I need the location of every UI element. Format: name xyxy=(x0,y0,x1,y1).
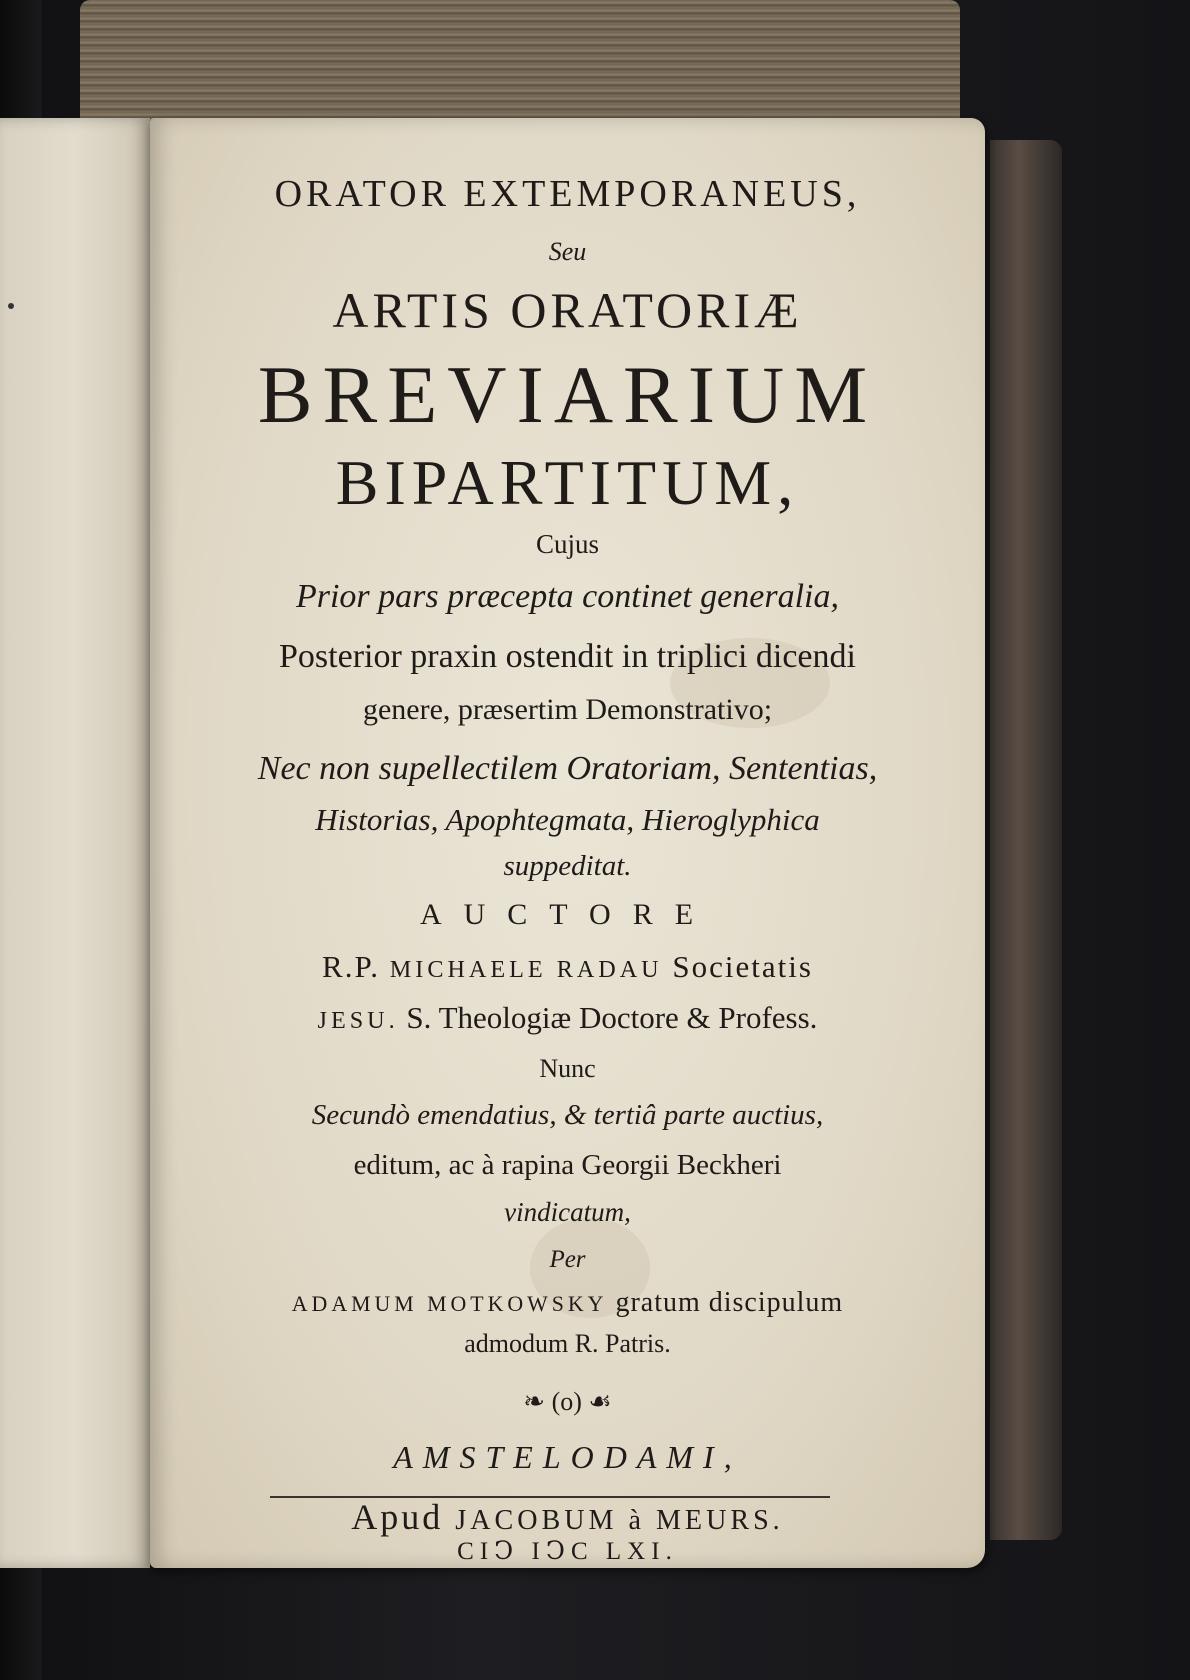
subtitle-line: ARTIS ORATORIÆ xyxy=(332,282,803,338)
book-top-edge xyxy=(80,0,960,120)
edition-line: Secundò emendatius, & tertiâ parte auctius, xyxy=(311,1099,824,1131)
jesu-word: JESU. xyxy=(317,1007,399,1034)
cujus-line: Cujus xyxy=(535,529,600,559)
description-line: Posterior praxin ostendit in triplici dicendi xyxy=(279,638,856,675)
left-page-mark xyxy=(8,303,14,309)
per-line: Per xyxy=(549,1246,586,1273)
publication-date: CIↃ IↃC LXI. xyxy=(457,1538,678,1565)
editor-description: gratum discipulum xyxy=(615,1287,844,1318)
auctore-heading: AUCTORE xyxy=(419,898,716,931)
seu-line: Seu xyxy=(548,237,587,266)
title-line: ORATOR EXTEMPORANEUS, xyxy=(274,173,861,215)
edition-line: vindicatum, xyxy=(504,1197,631,1227)
book-cover-edge xyxy=(990,140,1062,1540)
description-line: Historias, Apophtegmata, Hieroglyphica xyxy=(315,802,820,837)
author-society: Societatis xyxy=(672,949,813,984)
place-of-publication: AMSTELODAMI, xyxy=(393,1439,742,1475)
description-line: Nec non supellectilem Oratoriam, Sententias, xyxy=(257,750,878,787)
description-line: genere, præsertim Demonstrativo; xyxy=(362,693,773,726)
author-prefix: R.P. xyxy=(322,949,381,984)
apud-word: Apud xyxy=(351,1497,444,1537)
edition-line: editum, ac à rapina Georgii Beckheri xyxy=(353,1149,782,1181)
author-line xyxy=(150,950,985,984)
author-title: S. Theologiæ Doctore & Profess. xyxy=(406,1000,818,1035)
author-name: MICHAELE RADAU xyxy=(389,956,663,983)
editor-line xyxy=(150,1288,985,1319)
editor-line-2: admodum R. Patris. xyxy=(464,1329,671,1358)
editor-name: ADAMUM MOTKOWSKY xyxy=(291,1292,608,1316)
main-title: BREVIARIUM xyxy=(257,349,878,440)
publisher-line xyxy=(150,1498,985,1538)
main-title-2: BIPARTITUM, xyxy=(335,447,800,518)
description-line: suppeditat. xyxy=(503,850,632,882)
ornament: ❧ (o) ☙ xyxy=(523,1387,612,1416)
title-page xyxy=(150,118,985,1568)
description-line: Prior pars præcepta continet generalia, xyxy=(295,578,839,615)
nunc-line: Nunc xyxy=(539,1054,596,1083)
author-title-line xyxy=(150,1001,985,1035)
left-page xyxy=(0,118,150,1568)
publisher-name: JACOBUM à MEURS. xyxy=(455,1505,784,1536)
